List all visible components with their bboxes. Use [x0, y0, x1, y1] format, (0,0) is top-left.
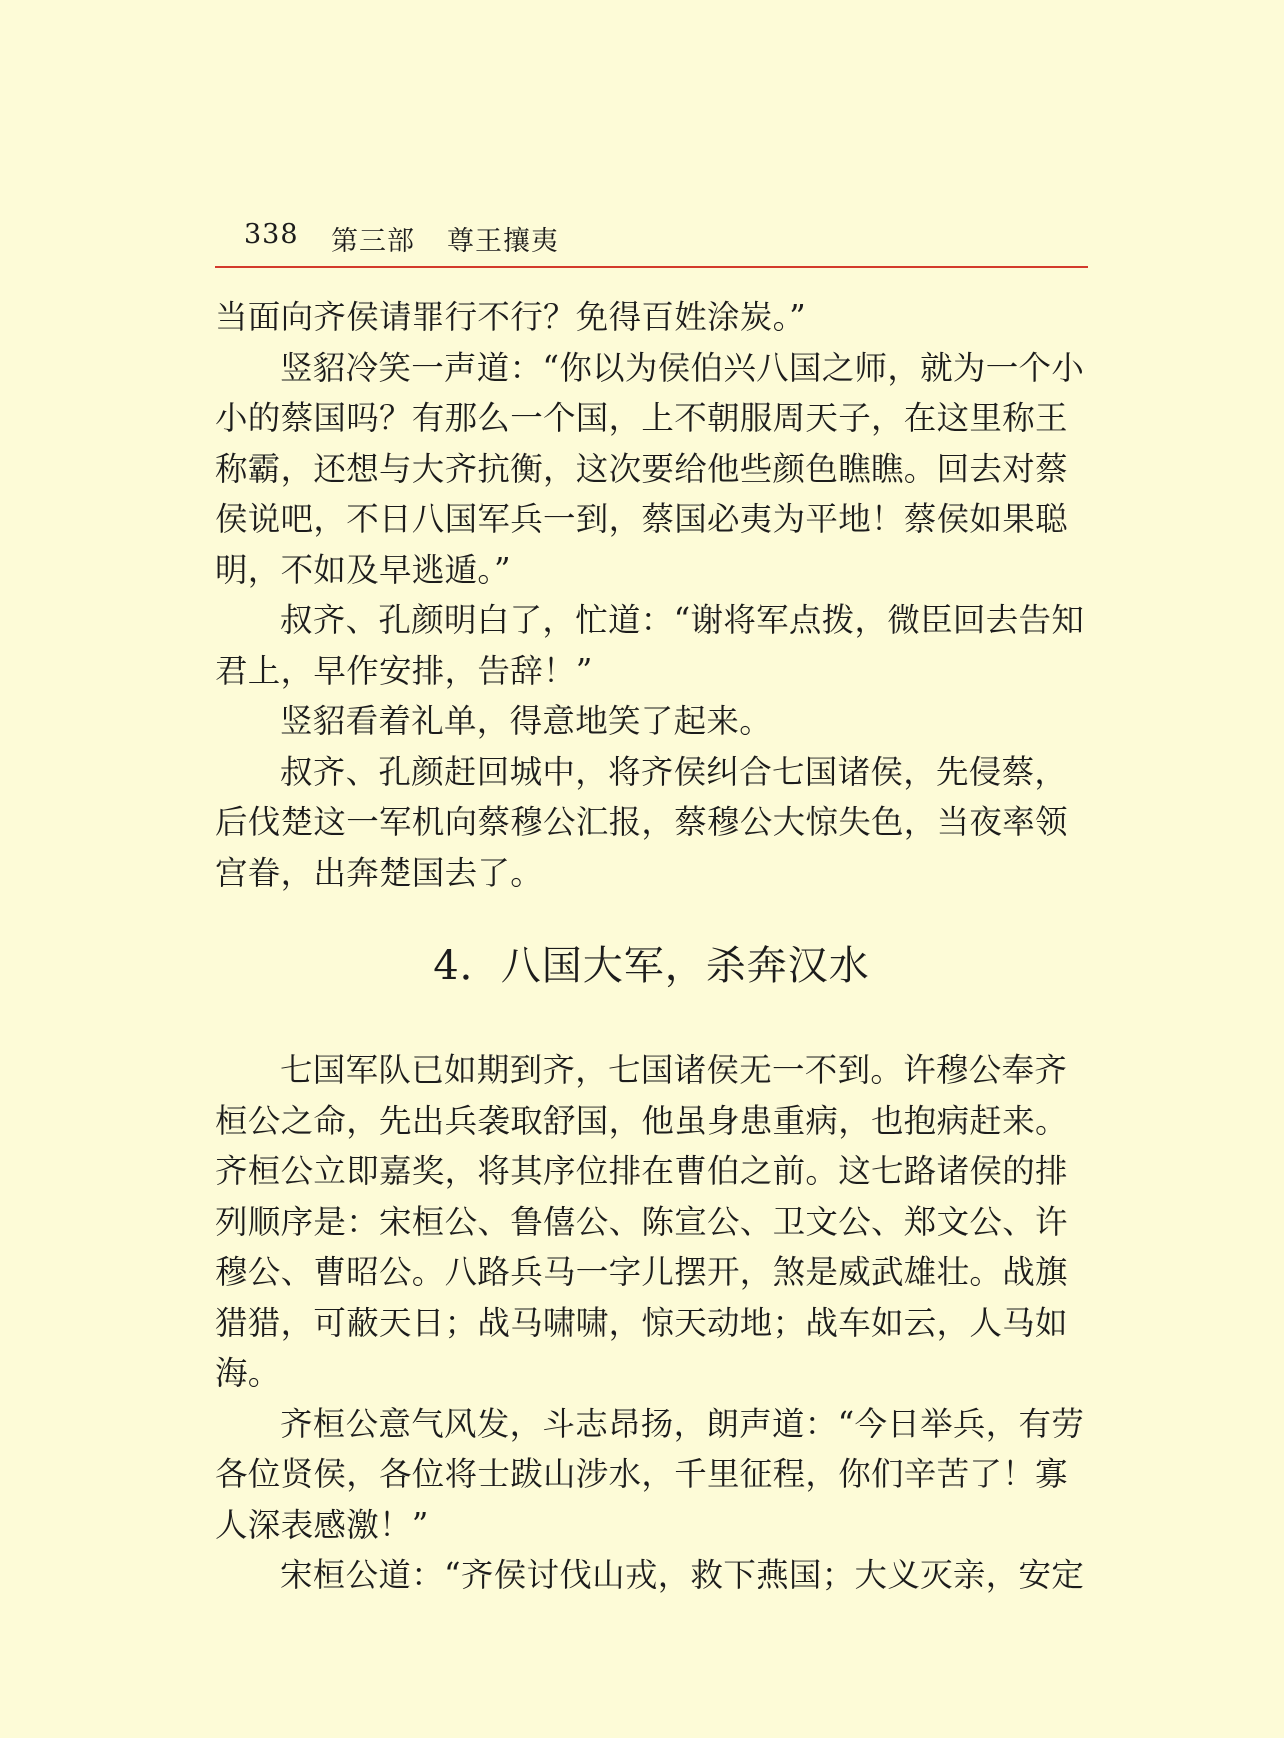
- paragraph: 七国军队已如期到齐，七国诸侯无一不到。许穆公奉齐桓公之命，先出兵袭取舒国，他虽身患重病，也抱病赶来。齐桓公立即嘉奖，将其序位排在曹伯之前。这七路诸侯的排列顺序是：宋桓公、鲁僖公、陈宣公、卫文公、郑文公、许穆公、曹昭公。八路兵马一字儿摆开，煞是威武雄壮。战旗猎猎，可蔽天日；战马啸啸，惊天动地；战车如云，人马如海。: [215, 1051, 1068, 1392]
- paragraph: 宋桓公道：“齐侯讨伐山戎，救下燕国；大义灭亲，安定: [280, 1556, 1085, 1594]
- running-header: [215, 216, 1088, 268]
- body-text-bottom: [215, 1045, 1088, 1601]
- part-title: 尊王攘夷: [447, 226, 559, 257]
- paragraph: 竖貂看着礼单，得意地笑了起来。: [280, 702, 773, 740]
- paragraph: 当面向齐侯请罪行不行？免得百姓涂炭。”: [215, 298, 807, 336]
- part-label: 第三部: [331, 226, 415, 257]
- body-text-top: [215, 292, 1088, 898]
- section-title: 4．八国大军，杀奔汉水: [433, 943, 870, 989]
- paragraph: 叔齐、孔颜赶回城中，将齐侯纠合七国诸侯，先侵蔡，后伐楚这一军机向蔡穆公汇报，蔡穆公大惊失色，当夜率领宫眷，出奔楚国去了。: [215, 752, 1068, 892]
- paragraph: 齐桓公意气风发，斗志昂扬，朗声道：“今日举兵，有劳各位贤侯，各位将士跋山涉水，千里征程，你们辛苦了！寡人深表感激！”: [215, 1404, 1085, 1544]
- paragraph: 竖貂冷笑一声道：“你以为侯伯兴八国之师，就为一个小小的蔡国吗？有那么一个国，上不朝服周天子，在这里称王称霸，还想与大齐抗衡，这次要给他些颜色瞧瞧。回去对蔡侯说吧，不日八国军兵一到，蔡国必夷为平地！蔡侯如果聪明，不如及早逃遁。”: [215, 348, 1085, 589]
- paragraph: 叔齐、孔颜明白了，忙道：“谢将军点拨，微臣回去告知君上，早作安排，告辞！”: [215, 601, 1085, 690]
- page-number: 338: [244, 219, 299, 250]
